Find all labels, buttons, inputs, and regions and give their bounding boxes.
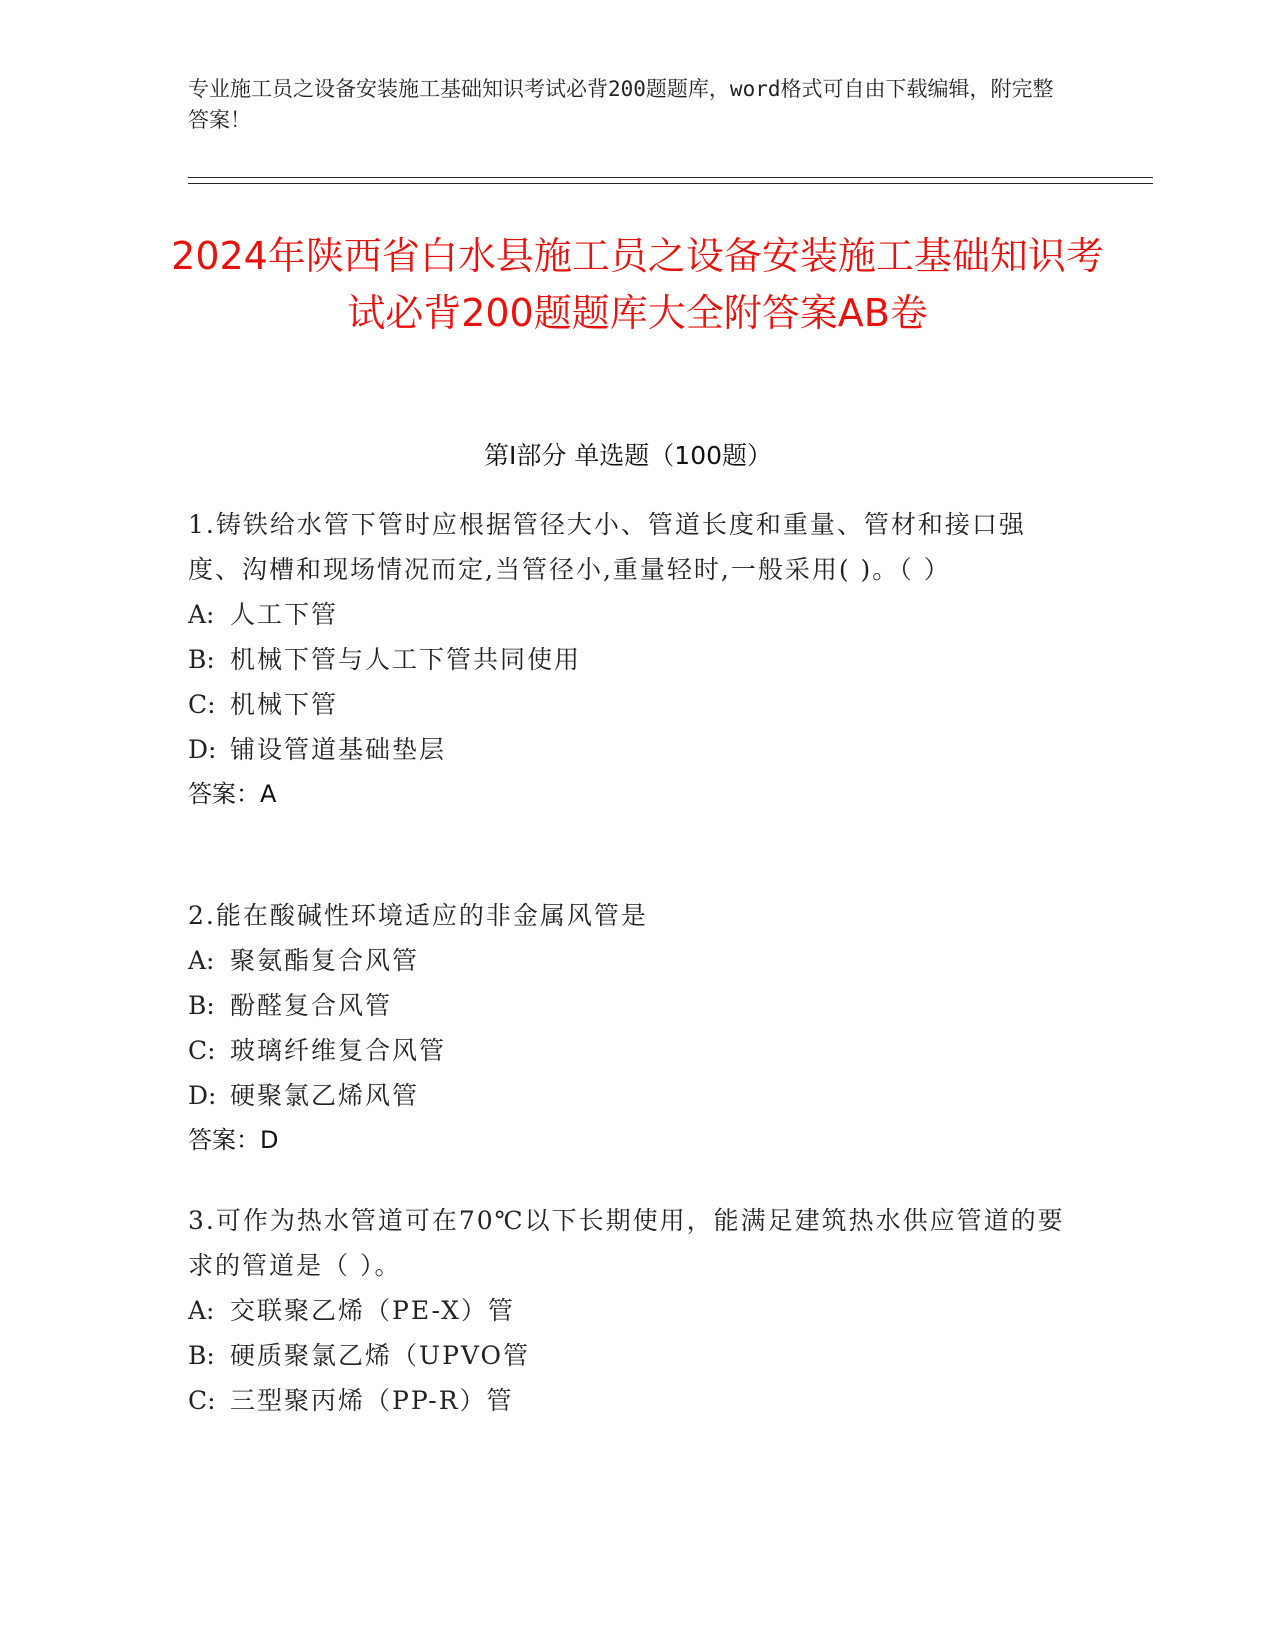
option-text: 三型聚丙烯（PP-R）管 xyxy=(230,1386,514,1415)
question-stem: 1.铸铁给水管下管时应根据管径大小、管道长度和重量、管材和接口强度、沟槽和现场情况而定,当管径小,重量轻时,一般采用( )。（ ） xyxy=(188,510,1026,584)
option-c xyxy=(188,1028,1068,1073)
option-text: 铺设管道基础垫层 xyxy=(230,735,447,764)
option-text: 交联聚乙烯（PE-X）管 xyxy=(230,1296,515,1325)
option-c xyxy=(188,682,1068,727)
option-label: A: xyxy=(188,1296,215,1325)
question-2 xyxy=(188,893,1068,1163)
option-label: C: xyxy=(188,690,216,719)
option-text: 人工下管 xyxy=(230,600,339,629)
option-label: A: xyxy=(188,600,215,629)
question-1 xyxy=(188,502,1068,817)
option-a xyxy=(188,592,1068,637)
option-a xyxy=(188,938,1068,983)
option-b xyxy=(188,983,1068,1028)
option-label: A: xyxy=(188,946,215,975)
option-text: 聚氨酯复合风管 xyxy=(230,946,420,975)
option-label: B: xyxy=(188,1341,215,1370)
header-divider-bottom xyxy=(188,183,1153,184)
document-title: 2024年陕西省白水县施工员之设备安装施工基础知识考试必背200题题库大全附答案AB卷 xyxy=(171,234,1104,335)
option-b xyxy=(188,637,1068,682)
option-b xyxy=(188,1333,1068,1378)
option-label: D: xyxy=(188,735,217,764)
option-label: C: xyxy=(188,1386,216,1415)
question-3 xyxy=(188,1198,1068,1423)
option-text: 机械下管与人工下管共同使用 xyxy=(230,645,582,674)
answer-label: 答案：A xyxy=(188,780,277,808)
answer-label: 答案：D xyxy=(188,1126,279,1154)
header-divider-top xyxy=(188,177,1153,178)
option-c xyxy=(188,1378,1068,1423)
option-label: C: xyxy=(188,1036,216,1065)
option-label: B: xyxy=(188,991,215,1020)
question-stem: 2.能在酸碱性环境适应的非金属风管是 xyxy=(188,901,648,930)
option-label: D: xyxy=(188,1081,217,1110)
option-a xyxy=(188,1288,1068,1333)
option-d xyxy=(188,727,1068,772)
option-label: B: xyxy=(188,645,215,674)
option-text: 机械下管 xyxy=(230,690,339,719)
question-stem: 3.可作为热水管道可在70℃以下长期使用，能满足建筑热水供应管道的要求的管道是（ ）。 xyxy=(188,1206,1065,1280)
option-text: 玻璃纤维复合风管 xyxy=(230,1036,447,1065)
option-text: 硬聚氯乙烯风管 xyxy=(230,1081,420,1110)
option-text: 硬质聚氯乙烯（UPVO管 xyxy=(230,1341,531,1370)
option-text: 酚醛复合风管 xyxy=(230,991,393,1020)
option-d xyxy=(188,1073,1068,1118)
header-note: 专业施工员之设备安装施工基础知识考试必背200题题库，word格式可自由下载编辑，附完整答案！ xyxy=(188,77,1054,132)
section-heading: 第I部分 单选题（100题） xyxy=(483,441,773,470)
